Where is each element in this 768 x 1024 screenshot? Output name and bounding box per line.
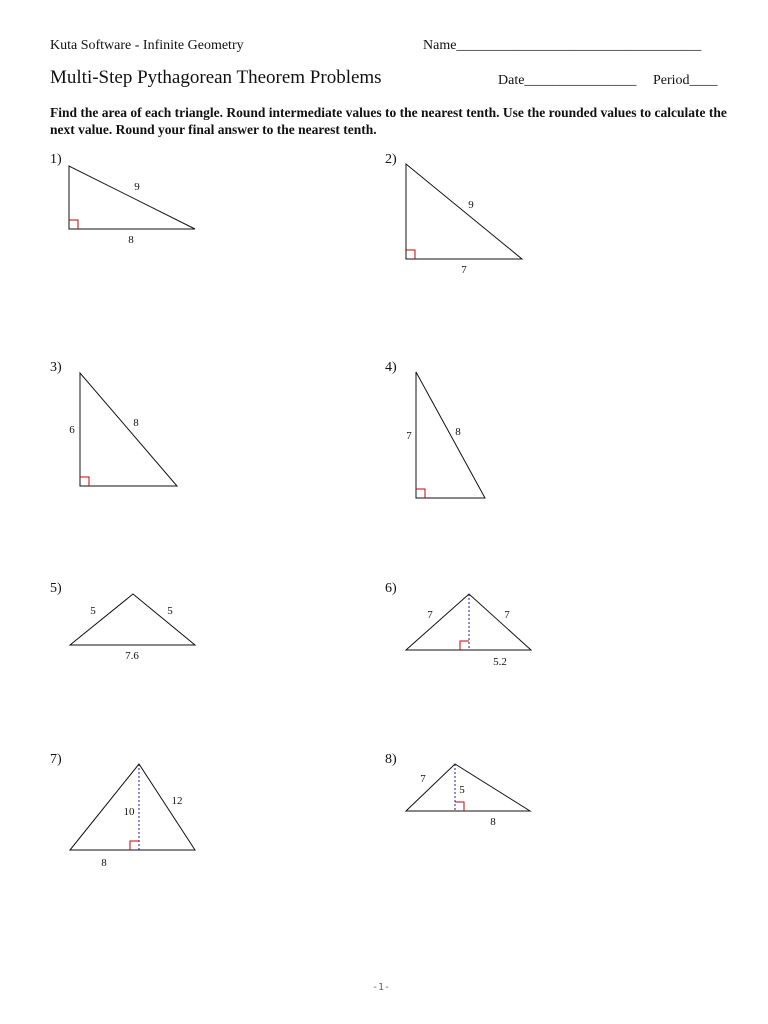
problem-number: 3) bbox=[50, 360, 62, 375]
page-number: -1- bbox=[372, 982, 391, 993]
side-label: 7 bbox=[420, 773, 426, 785]
triangle-5 bbox=[70, 594, 195, 645]
side-label: 5.2 bbox=[493, 656, 507, 668]
triangle-3 bbox=[80, 373, 177, 486]
instructions: Find the area of each triangle. Round intermediate values to the nearest tenth. Use the rounded values to calculate the next value. Round your final answer to the nearest tenth. bbox=[50, 105, 727, 137]
right-angle-marker-4 bbox=[416, 489, 425, 498]
side-label: 7 bbox=[427, 609, 433, 621]
side-label: 7.6 bbox=[125, 650, 139, 662]
name-field[interactable]: Name___________________________________ bbox=[423, 38, 702, 53]
side-label: 7 bbox=[461, 264, 467, 276]
triangle-2 bbox=[406, 164, 522, 259]
right-angle-marker-8 bbox=[455, 802, 464, 811]
right-angle-marker-3 bbox=[80, 477, 89, 486]
source-label: Kuta Software - Infinite Geometry bbox=[50, 38, 244, 53]
side-label: 8 bbox=[490, 816, 496, 828]
right-angle-marker-7 bbox=[130, 841, 139, 850]
problem-number: 6) bbox=[385, 581, 397, 596]
side-label: 8 bbox=[101, 857, 107, 869]
right-angle-marker-2 bbox=[406, 250, 415, 259]
side-label: 6 bbox=[69, 424, 75, 436]
triangle-1 bbox=[69, 166, 195, 229]
problem-number: 2) bbox=[385, 152, 397, 167]
problem-number: 5) bbox=[50, 581, 62, 596]
side-label: 8 bbox=[133, 417, 139, 429]
side-label: 9 bbox=[134, 181, 140, 193]
triangle-4 bbox=[416, 372, 485, 498]
date-field[interactable]: Date________________ bbox=[498, 73, 637, 88]
side-label: 5 bbox=[90, 605, 96, 617]
worksheet-title: Multi-Step Pythagorean Theorem Problems bbox=[50, 67, 382, 88]
side-label: 7 bbox=[406, 430, 412, 442]
side-label: 8 bbox=[455, 426, 461, 438]
side-label: 5 bbox=[459, 784, 465, 796]
side-label: 9 bbox=[468, 199, 474, 211]
side-label: 12 bbox=[171, 795, 183, 807]
problem-number: 4) bbox=[385, 360, 397, 375]
right-angle-marker-6 bbox=[460, 641, 469, 650]
side-label: 8 bbox=[128, 234, 134, 246]
period-field[interactable]: Period____ bbox=[653, 73, 718, 88]
side-label: 5 bbox=[167, 605, 173, 617]
side-label: 7 bbox=[504, 609, 510, 621]
problem-number: 1) bbox=[50, 152, 62, 167]
side-label: 10 bbox=[123, 806, 135, 818]
problem-number: 8) bbox=[385, 752, 397, 767]
triangle-8 bbox=[406, 764, 530, 811]
problem-number: 7) bbox=[50, 752, 62, 767]
right-angle-marker-1 bbox=[69, 220, 78, 229]
